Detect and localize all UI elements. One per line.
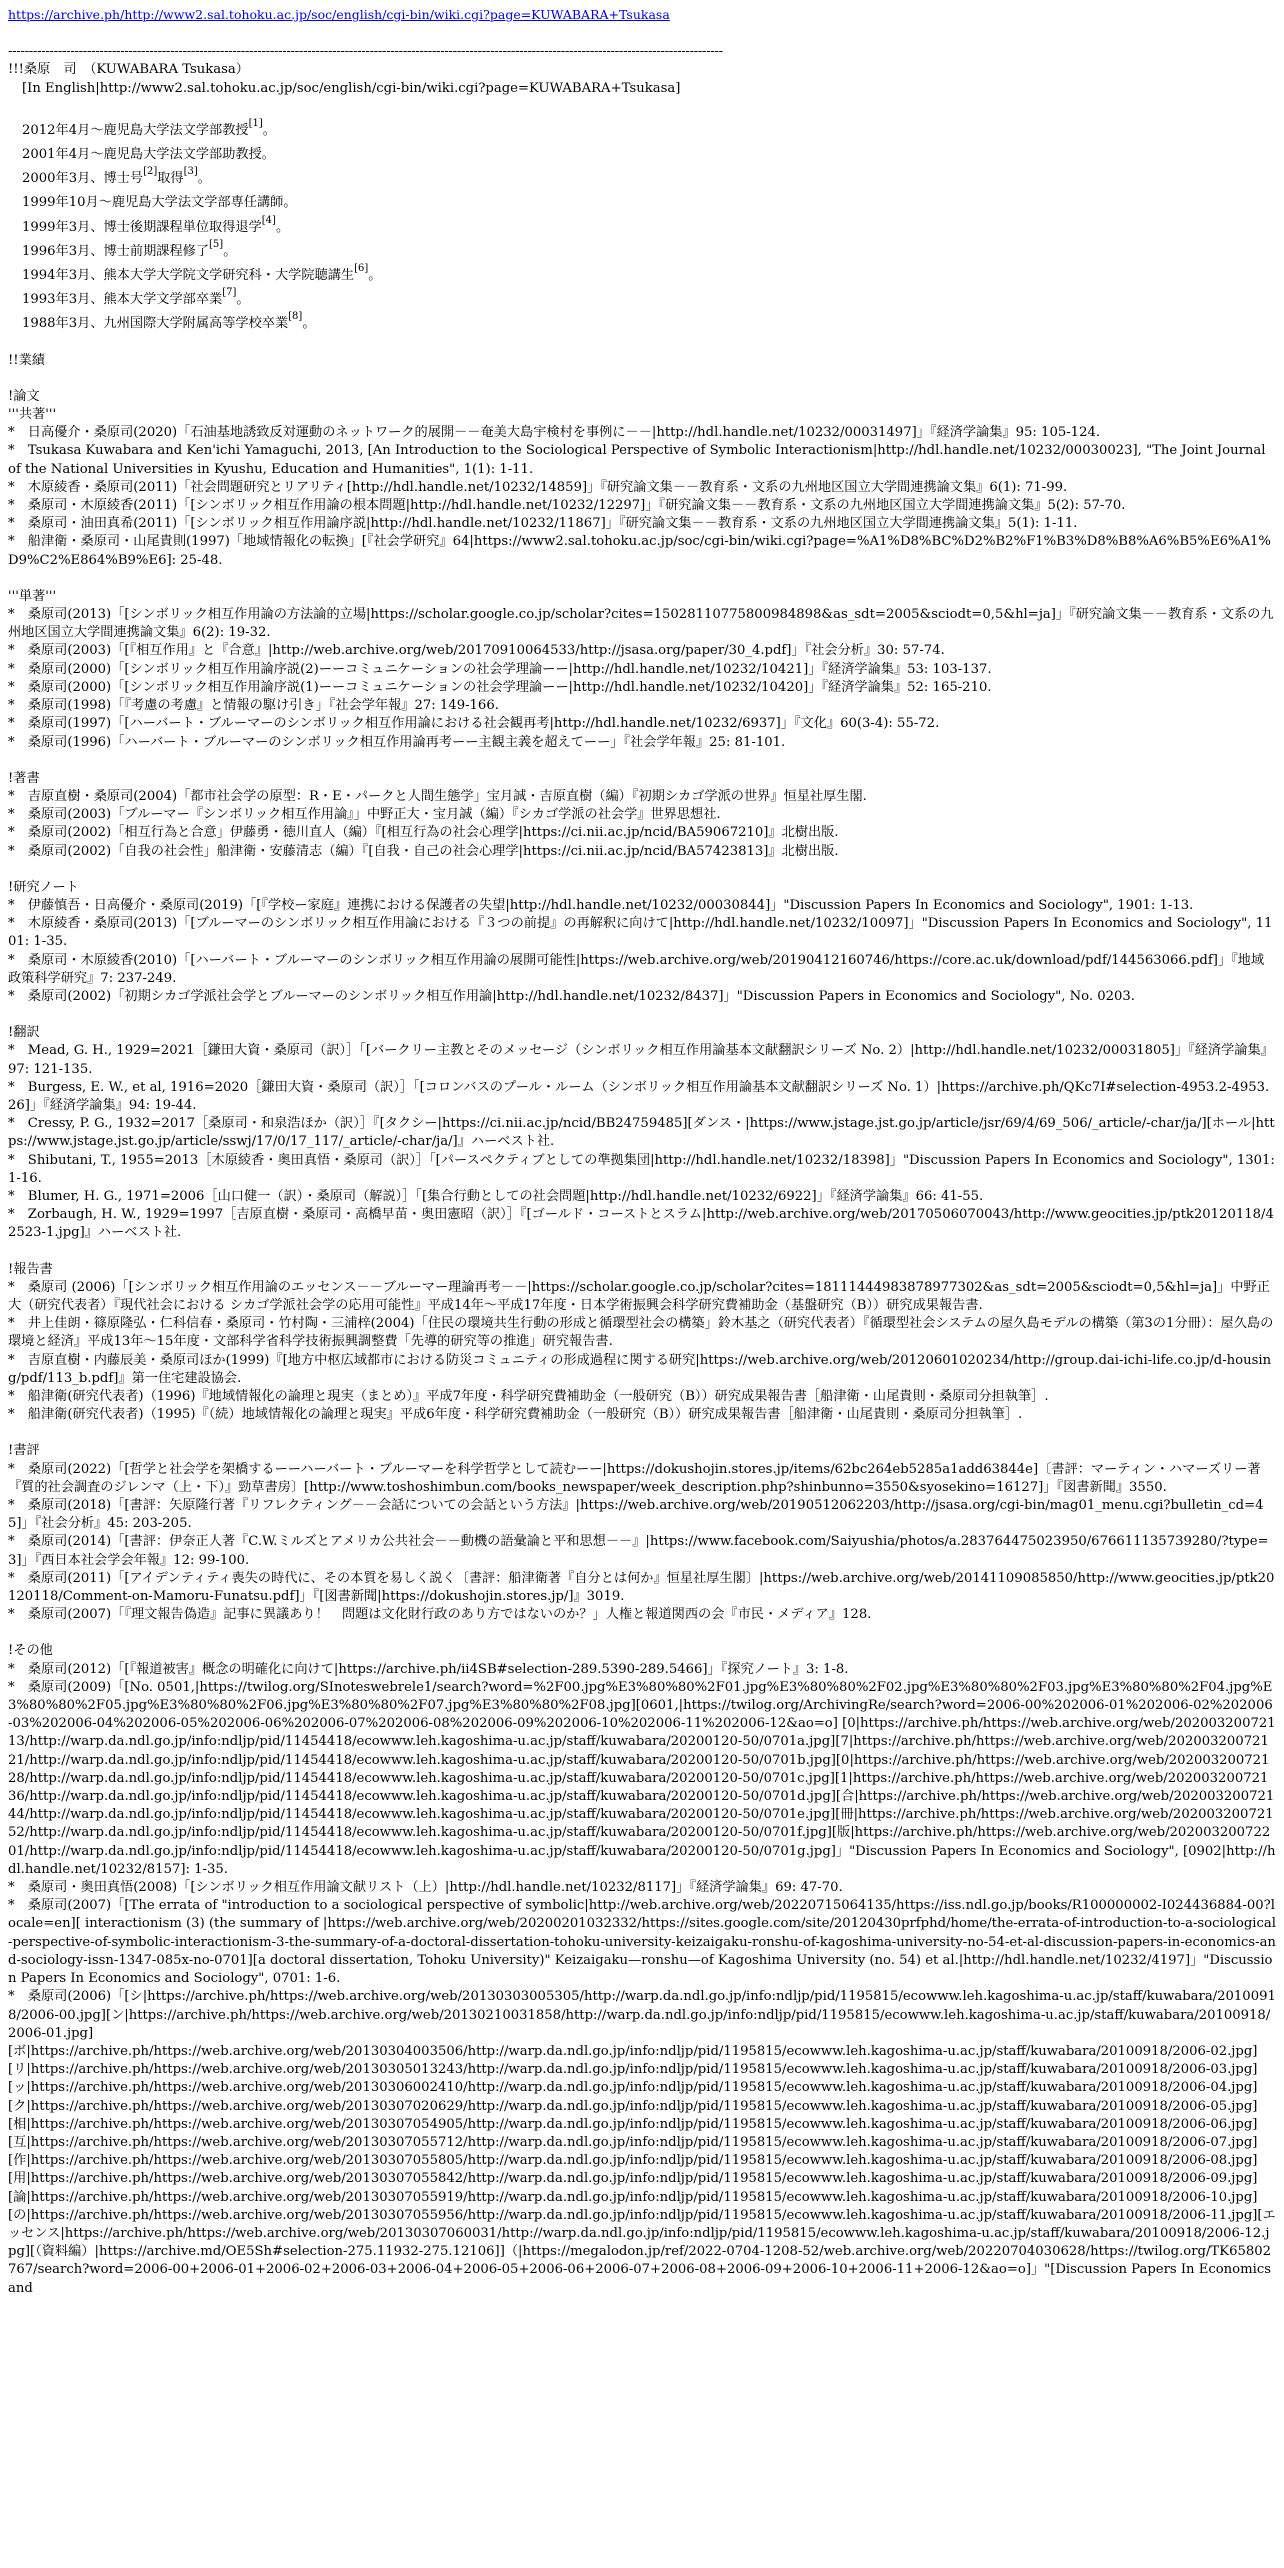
bibliography-entry: * Blumer, H. G., 1971=2006［山口健一（訳）・桑原司（解説）］「[集合行動としての社会問題|http://hdl.handle.net/10232/6922]」『経済学論集』66: 41-55. [8,1188,984,1204]
bibliography-entry: * 桑原司(2002)「自我の社会性」船津衛・安藤清志（編）『[自我・自己の社会心理学|https://ci.nii.ac.jp/ncid/BA57423813]』北樹出版. [8,843,839,859]
bibliography-entry: * 桑原司・奥田真悟(2008)「[シンボリック相互作用論文献リスト（上）|http://hdl.handle.net/10232/8117]」『経済学論集』69: 47-70. [8,1880,843,1896]
career-text: 1996年3月、博士前期課程修了 [22,243,210,259]
footnote-ref[interactable]: [4] [261,214,276,226]
bibliography-entry: * Zorbaugh, H. W., 1929=1997［吉原直樹・桑原司・高橋早苗・奥田憲昭（訳）］『[ゴールド・コーストとスラム|http://web.archive.org/web/20170506070043/http://www.geocities.jp/ptk20120118/42523-1.jpg]』ハーベスト社. [8,1207,1274,1241]
career-text: 2000年3月、博士号 [22,171,144,187]
section-title: !書評 [8,1443,40,1459]
bibliography-entry: [論|https://archive.ph/https://web.archive.org/web/20130307055919/http://warp.da.ndl.go.jp/info:ndljp/pid/1195815/ecowww.leh.kagoshima-u.ac.jp/staff/kuwabara/20100918/2006-10.jpg] [8,2189,1258,2205]
bibliography-entry: * 桑原司(2022)「[哲学と社会学を架橋するーーハーバート・ブルーマーを科学哲学として読むーー|https://dokushojin.stores.jp/items/62bc264eb5285a1add63844e]〔書評：マーティン・ハマーズリー著『質的社会調査のジレンマ（上・下）』勁草書房〕[http://www.toshoshimbun.com/books_newspaper/week_description.php?shinbunno=3550&syosekino=16127]」『図書新聞』3550. [8,1461,1261,1495]
career-end: 。 [302,316,316,332]
career-item [8,238,1276,261]
bibliography-entry: * 井上佳朗・篠原隆弘・仁科信春・桑原司・竹村陶・三浦梓(2004)「住民の環境共生行動の形成と循環型社会の構築」鈴木基之（研究代表者）『循環型社会システムの屋久島モデルの構築（第3の1分冊）：屋久島の環境と経済』平成13年～15年度・文部科学省科学技術振興調整費「先導的研究等の推進」研究報告書. [8,1316,1274,1350]
career-end: 。 [262,122,276,138]
page-heading: !!!桑原 司 （KUWABARA Tsukasa） [8,62,249,78]
bibliography-entry: * 桑原司(2012)「[『報道被害』概念の明確化に向けて|https://archive.ph/ii4SB#selection-289.5390-289.5466]」『探究ノート』3: 1-8. [8,1661,849,1677]
career-end: 。 [197,171,211,187]
bibliography-entry: [ッ|https://archive.ph/https://web.archive.org/web/20130306002410/http://warp.da.ndl.go.jp/info:ndljp/pid/1195815/ecowww.leh.kagoshima-u.ac.jp/staff/kuwabara/20100918/2006-04.jpg] [8,2080,1258,2096]
achievement-sections [8,370,1276,2298]
footnote-ref[interactable]: [6] [354,263,369,275]
footnote-ref[interactable]: [1] [248,117,263,129]
career-end: 。 [368,268,382,284]
bibliography-entry: * Cressy, P. G., 1932=2017［桑原司・和泉浩ほか（訳）］『[タクシー|https://ci.nii.ac.jp/ncid/BB24759485][ダンス・|https://www.jstage.jst.go.jp/article/jsr/69/4/69_506/_article/-char/ja/][ホール|https://www.jstage.jst.go.jp/article/sswj/17/0/17_117/_article/-char/ja/]』ハーベスト社. [8,1116,1275,1150]
bibliography-entry: * 桑原司・油田真希(2011)「[シンボリック相互作用論序説|http://hdl.handle.net/10232/11867]」『研究論文集－－教育系・文系の九州地区国立大学間連携論文集』5(1): 1-11. [8,516,1078,532]
footnote-ref[interactable]: [2] [143,166,158,178]
bibliography-entry: * 桑原司(1997)「[ハーバート・ブルーマーのシンボリック相互作用論における社会観再考|http://hdl.handle.net/10232/6937]」『文化』60(3-4): 55-72. [8,716,940,732]
career-item [8,146,1276,164]
section-title: !その他 [8,1643,53,1659]
career-item [8,166,1276,188]
career-text: 2001年4月～鹿児島大学法文学部助教授。 [22,147,275,163]
footnote-ref[interactable]: [3] [183,166,198,178]
bibliography-entry: * 伊藤慎吾・日高優介・桑原司(2019)「[『学校ー家庭』連携における保護者の失望|http://hdl.handle.net/10232/00030844]」"Discussion Papers In Economics and Sociology", 1901: 1-13. [8,897,1194,913]
footnote-ref[interactable]: [7] [222,287,237,299]
bibliography-entry: * 桑原司(2014)「[書評：伊奈正人著『C.W.ミルズとアメリカ公共社会－－動機の語彙論と平和思想－－』|https://www.facebook.com/Saiyushia/photos/a.283764475023950/676611135739280/?type=3]」『西日本社会学会年報』12: 99-100. [8,1534,1269,1568]
bibliography-entry: * 日高優介・桑原司(2020)「石油基地誘致反対運動のネットワーク的展開－－奄美大島宇検村を事例に－－|http://hdl.handle.net/10232/00031497]」『経済学論集』95: 105-124. [8,425,1101,441]
section-title: !著書 [8,770,40,786]
bibliography-entry: * 桑原司(2003)「[『相互作用』と『合意』|http://web.archive.org/web/20170910064533/http://jsasa.org/paper/30_4.pdf]」『社会分析』30: 57-74. [8,643,945,659]
career-text: 1999年3月、博士後期課程単位取得退学 [22,219,262,235]
bibliography-entry: * 桑原司(2011)「[アイデンティティ喪失の時代に、その本質を易しく説く〔書評：船津衛著『自分とは何か』恒星社厚生閣〕|https://web.archive.org/web/20141109085850/http://www.geocities.jp/ptk20120118/Comment-on-Mamoru-Funatsu.pdf]」『[図書新聞|https://dokushojin.stores.jp/]』3019. [8,1570,1275,1605]
bibliography-entry: * 桑原司(1998)「『考慮の考慮』と情報の駆け引き」『社会学年報』27: 149-166. [8,698,499,714]
bibliography-entry: [相|https://archive.ph/https://web.archive.org/web/20130307054905/http://warp.da.ndl.go.jp/info:ndljp/pid/1195815/ecowww.leh.kagoshima-u.ac.jp/staff/kuwabara/20100918/2006-06.jpg] [8,2116,1258,2132]
section-title: !研究ノート [8,879,79,895]
career-end: 。 [223,243,237,259]
career-item [8,311,1276,333]
career-text: 1988年3月、九州国際大学附属高等学校卒業 [22,316,289,332]
section-subtitle: '''単著''' [8,588,57,604]
bibliography-entry: [ボ|https://archive.ph/https://web.archive.org/web/20130304003506/http://warp.da.ndl.go.jp/info:ndljp/pid/1195815/ecowww.leh.kagoshima-u.ac.jp/staff/kuwabara/20100918/2006-02.jpg] [8,2043,1258,2059]
bibliography-entry: * Tsukasa Kuwabara and Ken'ichi Yamaguchi, 2013, [An Introduction to the Sociological Perspective of Symbolic Interactionism|http://hdl.handle.net/10232/00030023], "The Joint Journal of the National Universities in Kyushu, Education and Humanities", 1(1): 1-11. [8,443,1266,477]
bibliography-entry: * 木原綾香・桑原司(2011)「社会問題研究とリアリティ[http://hdl.handle.net/10232/14859]」『研究論文集－－教育系・文系の九州地区国立大学間連携論文集』6(1): 71-99. [8,479,1068,495]
bibliography-entry: * 桑原司(2000)「[シンボリック相互作用論序説(1)ーーコミュニケーションの社会学理論ーー|http://hdl.handle.net/10232/10420]」『経済学論集』52: 165-210. [8,679,992,695]
bibliography-entry: * Burgess, E. W., et al, 1916=2020［鎌田大資・桑原司（訳）］「[コロンバスのプール・ルーム（シンボリック相互作用論基本文献翻訳シリーズ No. 1）|https://archive.ph/QKc7I#selection-4953.2-4953.26]」『経済学論集』94: 19-44. [8,1079,1270,1113]
career-item [8,263,1276,285]
bibliography-entry: * 船津衛(研究代表者)（1996)『地域情報化の論理と現実（まとめ）』平成7年度・科学研究費補助金（一般研究（B））研究成果報告書［船津衛・山尾貴則・桑原司分担執筆］. [8,1389,1049,1404]
career-item [8,194,1276,212]
separator-line: ---------------------------------------------------------------------------------------------------------------------------------------------------------------------------- [8,44,723,60]
bibliography-entry: * 船津衛・桑原司・山尾貴則(1997)「地域情報化の転換」[『社会学研究』64|https://www2.sal.tohoku.ac.jp/soc/cgi-bin/wiki.cgi?page=%A1%D8%BC%D2%B2%F1%B3%D8%B8%A6%B5%E6%A1%D9%C2%E864%B9%E6]: 25-48. [8,534,1271,568]
section-title: !論文 [8,388,40,404]
bibliography-entry: [の|https://archive.ph/https://web.archive.org/web/20130307055956/http://warp.da.ndl.go.jp/info:ndljp/pid/1195815/ecowww.leh.kagoshima-u.ac.jp/staff/kuwabara/20100918/2006-11.jpg][エッセンス|https://archive.ph/https://web.archive.org/web/20130307060031/http://warp.da.ndl.go.jp/info:ndljp/pid/1195815/ecowww.leh.kagoshima-u.ac.jp/staff/kuwabara/20100918/2006-12.jpg][（資料編）|https://archive.md/OE5Sh#selection-275.11932-275.12106]]（|https://megalodon.jp/ref/2022-0704-1208-52/web.archive.org/web/20220704030628/https://twilog.org/TK65802767/search?word=2006-00+2006-01+2006-02+2006-03+2006-04+2006-05+2006-06+2006-07+2006-08+2006-09+2006-10+2006-11+2006-12&ao=o]」"[Discussion Papers In Economics and [8,2207,1276,2296]
english-link-line: [In English|http://www2.sal.tohoku.ac.jp/soc/english/cgi-bin/wiki.cgi?page=KUWABARA+Tsukasa] [22,80,681,96]
bibliography-entry: * 桑原司(2009)「[No. 0501,|https://twilog.org/SInoteswebrele1/search?word=%2F00.jpg%E3%80%80%2F01.jpg%E3%80%80%2F02.jpg%E3%80%80%2F03.jpg%E3%80%80%2F04.jpg%E3%80%80%2F05.jpg%E3%80%80%2F06.jpg%E3%80%80%2F07.jpg%E3%80%80%2F08.jpg][0601,|https://twilog.org/ArchivingRe/search?word=2006-00%202006-01%202006-02%202006-03%202006-04%202006-05%202006-06%202006-07%202006-08%202006-09%202006-10%202006-11%202006-12&ao=o] [0|https://archive.ph/https://web.archive.org/web/20200320072113/http://warp.da.ndl.go.jp/info:ndljp/pid/11454418/ecowww.leh.kagoshima-u.ac.jp/staff/kuwabara/20200120-50/0701a.jpg][7|https://archive.ph/https://web.archive.org/web/20200320072121/http://warp.da.ndl.go.jp/info:ndljp/pid/11454418/ecowww.leh.kagoshima-u.ac.jp/staff/kuwabara/20200120-50/0701b.jpg][0|https://archive.ph/https://web.archive.org/web/20200320072128/http://warp.da.ndl.go.jp/info:ndljp/pid/11454418/ecowww.leh.kagoshima-u.ac.jp/staff/kuwabara/20200120-50/0701c.jpg][1|https://archive.ph/https://web.archive.org/web/20200320072136/http://warp.da.ndl.go.jp/info:ndljp/pid/11454418/ecowww.leh.kagoshima-u.ac.jp/staff/kuwabara/20200120-50/0701d.jpg][合|https://archive.ph/https://web.archive.org/web/20200320072144/http://warp.da.ndl.go.jp/info:ndljp/pid/11454418/ecowww.leh.kagoshima-u.ac.jp/staff/kuwabara/20200120-50/0701e.jpg][冊|https://archive.ph/https://web.archive.org/web/20200320072152/http://warp.da.ndl.go.jp/info:ndljp/pid/11454418/ecowww.leh.kagoshima-u.ac.jp/staff/kuwabara/20200120-50/0701f.jpg][版|https://archive.ph/https://web.archive.org/web/20200320072201/http://warp.da.ndl.go.jp/info:ndljp/pid/11454418/ecowww.leh.kagoshima-u.ac.jp/staff/kuwabara/20200120-50/0701g.jpg]」"Discussion Papers In Economics and Sociology", [0902|http://hdl.handle.net/10232/8157]: 1-35. [8,1679,1276,1877]
career-text: 1999年10月～鹿児島大学法文学部専任講師。 [22,195,297,211]
achievements-heading: !!業績 [8,352,45,368]
bibliography-entry: [ク|https://archive.ph/https://web.archive.org/web/20130307020629/http://warp.da.ndl.go.jp/info:ndljp/pid/1195815/ecowww.leh.kagoshima-u.ac.jp/staff/kuwabara/20100918/2006-05.jpg] [8,2098,1258,2114]
bibliography-entry: * 桑原司(2003)「ブルーマー『シンボリック相互作用論』」中野正大・宝月誠（編）『シカゴ学派の社会学』世界思想社. [8,807,721,823]
bibliography-entry: [リ|https://archive.ph/https://web.archive.org/web/20130305013243/http://warp.da.ndl.go.jp/info:ndljp/pid/1195815/ecowww.leh.kagoshima-u.ac.jp/staff/kuwabara/20100918/2006-03.jpg] [8,2062,1258,2078]
bibliography-entry: * Mead, G. H., 1929=2021［鎌田大資・桑原司（訳）］「[バークリー主教とそのメッセージ（シンボリック相互作用論基本文献翻訳シリーズ No. 2）|http://hdl.handle.net/10232/00031805]」『経済学論集』97: 121-135. [8,1043,1274,1077]
bibliography-entry: * 桑原司(2007)「[The errata of "introduction to a sociological perspective of symbolic|http://web.archive.org/web/20220715064135/https://iss.ndl.go.jp/books/R100000002-I024436884-00?locale=en][ interactionism (3) (the summary of |https://web.archive.org/web/20200201032332/https://sites.google.com/site/20120430prfphd/home/the-errata-of-introduction-to-a-sociological-perspective-of-symbolic-interactionism-3-the-summary-of-a-doctoral-dissertation-tohoku-university-keizaigaku-ronshu-of-kagoshima-university-no-54-et-al-discussion-papers-in-economics-and-sociology-issn-1347-085x-no-0701][a doctoral dissertation, Tohoku University)" Keizaigaku—ronshu—of Kagoshima University (no. 54) et al.|http://hdl.handle.net/10232/4197]」"Discussion Papers In Economics and Sociology", 0701: 1-6. [8,1898,1276,1987]
bibliography-entry: * 桑原司(2013)「[シンボリック相互作用論の方法論的立場|https://scholar.google.co.jp/scholar?cites=15028110775800984898&as_sdt=2005&sciodt=0,5&hl=ja]」『研究論文集－－教育系・文系の九州地区国立大学間連携論文集』6(2): 19-32. [8,607,1274,641]
bibliography-entry: [作|https://archive.ph/https://web.archive.org/web/20130307055805/http://warp.da.ndl.go.jp/info:ndljp/pid/1195815/ecowww.leh.kagoshima-u.ac.jp/staff/kuwabara/20100918/2006-08.jpg] [8,2153,1258,2169]
bibliography-entry: * 桑原司(2000)「[シンボリック相互作用論序説(2)ーーコミュニケーションの社会学理論ーー|http://hdl.handle.net/10232/10421]」『経済学論集』53: 103-137. [8,661,992,677]
footnote-ref[interactable]: [8] [288,311,303,323]
bibliography-entry: * Shibutani, T., 1955=2013［木原綾香・奥田真悟・桑原司（訳）］「[パースペクティブとしての準拠集団|http://hdl.handle.net/10232/18398]」"Discussion Papers In Economics and Sociology", 1301: 1-16. [8,1152,1275,1186]
career-text: 取得 [157,171,184,187]
footnote-ref[interactable]: [5] [209,238,224,250]
career-text: 2012年4月～鹿児島大学法文学部教授 [22,122,249,138]
bibliography-entry: * 桑原司(2002)「相互行為と合意」伊藤勇・徳川直人（編）『[相互行為の社会心理学|https://ci.nii.ac.jp/ncid/BA59067210]』北樹出版. [8,825,839,841]
bibliography-entry: [用|https://archive.ph/https://web.archive.org/web/20130307055842/http://warp.da.ndl.go.jp/info:ndljp/pid/1195815/ecowww.leh.kagoshima-u.ac.jp/staff/kuwabara/20100918/2006-09.jpg] [8,2171,1258,2187]
archive-source-link[interactable]: https://archive.ph/http://www2.sal.tohoku.ac.jp/soc/english/cgi-bin/wiki.cgi?page=KUWABARA+Tsukasa [8,7,670,22]
bibliography-entry: * 吉原直樹・桑原司(2004)「都市社会学の原型：R・E・パークと人間生態学」宝月誠・吉原直樹（編）『初期シカゴ学派の世界』恒星社厚生閣. [8,788,867,804]
career-end: 。 [236,292,250,308]
bibliography-entry: * 桑原司・木原綾香(2010)「[ハーバート・ブルーマーのシンボリック相互作用論の展開可能性|https://web.archive.org/web/20190412160746/https://core.ac.uk/download/pdf/144563066.pdf]」『地域政策科学研究』7: 237-249. [8,952,1265,986]
bibliography-entry: * 桑原司(2018)「[書評：矢原隆行著『リフレクティング－－会話についての会話という方法』|https://web.archive.org/web/20190512062203/http://jsasa.org/cgi-bin/mag01_menu.cgi?bulletin_cd=45]」『社会分析』45: 203-205. [8,1498,1264,1532]
bibliography-entry: * 桑原司・木原綾香(2011)「[シンボリック相互作用論の根本問題|http://hdl.handle.net/10232/12297]」『研究論文集－－教育系・文系の九州地区国立大学間連携論文集』5(2): 57-70. [8,498,1126,514]
bibliography-entry: * 桑原司(2007)「『理文報告偽造』記事に異議あり！ 問題は文化財行政のあり方ではないのか？」人権と報道関西の会『市民・メディア』128. [8,1607,872,1623]
section-title: !報告書 [8,1261,53,1277]
bibliography-entry: * 桑原司(2002)「初期シカゴ学派社会学とブルーマーのシンボリック相互作用論|http://hdl.handle.net/10232/8437]」"Discussion Papers in Economics and Sociology", No. 0203. [8,988,1136,1004]
career-item [8,214,1276,237]
section-title: !翻訳 [8,1025,40,1041]
career-list [8,117,1276,334]
bibliography-entry: * 吉原直樹・内藤辰美・桑原司ほか(1999)『[地方中枢広域都市における防災コミュニティの形成過程に関する研究|https://web.archive.org/web/20120601020234/http://group.dai-ichi-life.co.jp/d-housing/pdf/113_b.pdf]』第一住宅建設協会. [8,1352,1272,1386]
section-subtitle: '''共著''' [8,407,57,423]
bibliography-entry: * 桑原司 (2006)「[シンボリック相互作用論のエッセンス－－ブルーマー理論再考－－|https://scholar.google.co.jp/scholar?cites=18111444983878977302&as_sdt=2005&sciodt=0,5&hl=ja]」中野正大（研究代表者）『現代社会における シカゴ学派社会学の応用可能性』平成14年～平成17年度・日本学術振興会科学研究費補助金（基盤研究（B））研究成果報告書. [8,1279,1270,1313]
bibliography-entry: [互|https://archive.ph/https://web.archive.org/web/20130307055712/http://warp.da.ndl.go.jp/info:ndljp/pid/1195815/ecowww.leh.kagoshima-u.ac.jp/staff/kuwabara/20100918/2006-07.jpg] [8,2134,1258,2150]
bibliography-entry: * 船津衛(研究代表者)（1995)『（続）地域情報化の論理と現実』平成6年度・科学研究費補助金（一般研究（B））研究成果報告書［船津衛・山尾貴則・桑原司分担執筆］. [8,1407,1023,1423]
bibliography-entry: * 木原綾香・桑原司(2013)「[ブルーマーのシンボリック相互作用論における『３つの前提』の再解釈に向けて|http://hdl.handle.net/10232/10097]」"Discussion Papers In Economics and Sociology", 1101: 1-35. [8,916,1273,950]
career-end: 。 [275,219,290,235]
bibliography-entry: * 桑原司(1996)「ハーバート・ブルーマーのシンボリック相互作用論再考ーー主観主義を超えてーー」『社会学年報』25: 81-101. [8,734,786,750]
career-item [8,287,1276,309]
career-text: 1993年3月、熊本大学文学部卒業 [22,292,223,308]
career-item [8,117,1276,140]
bibliography-entry: * 桑原司(2006)「[シ|https://archive.ph/https://web.archive.org/web/20130303005305/http://warp.da.ndl.go.jp/info:ndljp/pid/1195815/ecowww.leh.kagoshima-u.ac.jp/staff/kuwabara/20100918/2006-00.jpg][ン|https://archive.ph/https://web.archive.org/web/20130210031858/http://warp.da.ndl.go.jp/info:ndljp/pid/1195815/ecowww.leh.kagoshima-u.ac.jp/staff/kuwabara/20100918/2006-01.jpg] [8,1989,1276,2041]
career-text: 1994年3月、熊本大学大学院文学研究科・大学院聴講生 [22,268,355,284]
